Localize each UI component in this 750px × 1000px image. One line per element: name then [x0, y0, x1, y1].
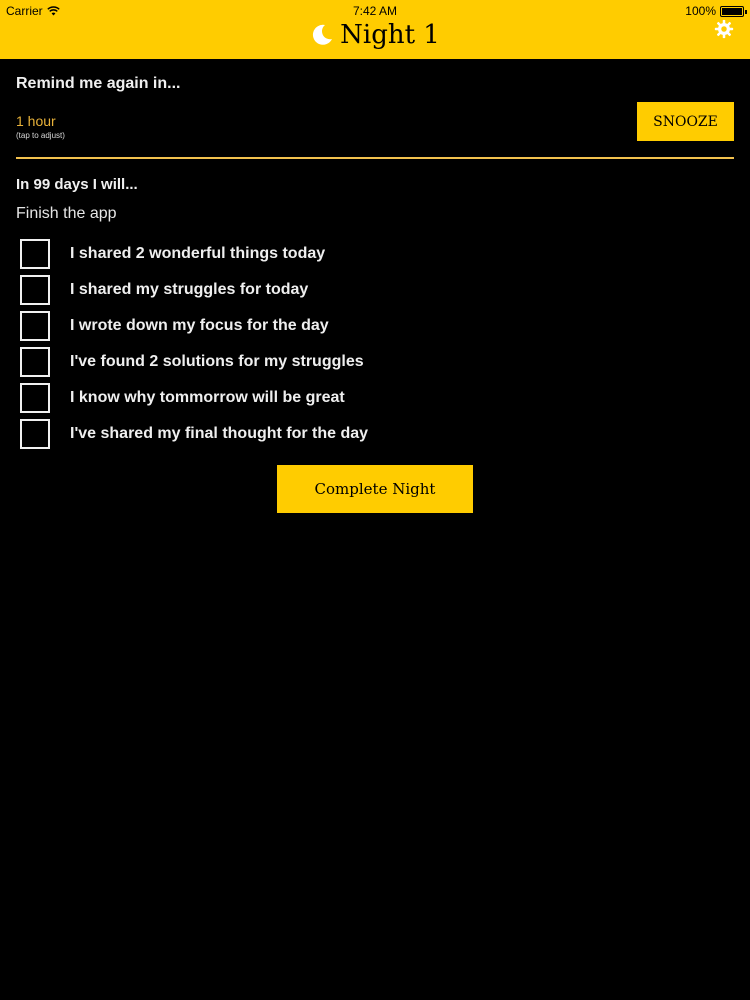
checklist-item-label: I shared 2 wonderful things today: [70, 245, 326, 262]
checklist-item-label: I wrote down my focus for the day: [70, 317, 329, 334]
page-title-text: Night 1: [340, 20, 440, 50]
divider: [16, 157, 734, 159]
checklist-item-label: I know why tommorrow will be great: [70, 389, 345, 406]
checklist-item[interactable]: [20, 236, 720, 272]
checklist-item[interactable]: [20, 272, 720, 308]
checklist-item[interactable]: [20, 344, 720, 380]
nav-bar: [0, 0, 750, 59]
remind-label: Remind me again in...: [16, 75, 181, 92]
checklist-item-label: I've shared my final thought for the day: [70, 425, 369, 442]
battery-icon: [720, 6, 744, 17]
night-checklist: [20, 236, 720, 452]
page-title: [0, 20, 750, 50]
battery-percent: 100%: [685, 4, 716, 18]
checklist-item-label: I've found 2 solutions for my struggles: [70, 353, 364, 370]
status-bar: [0, 0, 750, 22]
checklist-item[interactable]: [20, 308, 720, 344]
checkbox[interactable]: [20, 311, 50, 341]
snooze-duration-picker[interactable]: 1 hour: [16, 113, 56, 129]
snooze-button[interactable]: SNOOZE: [637, 102, 734, 141]
checkbox[interactable]: [20, 383, 50, 413]
carrier-label: Carrier: [6, 4, 43, 18]
checklist-item-label: I shared my struggles for today: [70, 281, 309, 298]
battery-indicator: [685, 4, 744, 18]
checkbox[interactable]: [20, 275, 50, 305]
goal-value: Finish the app: [16, 205, 117, 222]
gear-icon[interactable]: [714, 19, 734, 39]
status-time: 7:42 AM: [352, 4, 398, 18]
duration-hint: (tap to adjust): [16, 131, 65, 140]
moon-icon: [310, 23, 334, 47]
checkbox[interactable]: [20, 347, 50, 377]
checkbox[interactable]: [20, 239, 50, 269]
checklist-item[interactable]: [20, 380, 720, 416]
checkbox[interactable]: [20, 419, 50, 449]
goal-label: In 99 days I will...: [16, 176, 138, 193]
complete-night-button[interactable]: Complete Night: [277, 465, 473, 513]
checklist-item[interactable]: [20, 416, 720, 452]
